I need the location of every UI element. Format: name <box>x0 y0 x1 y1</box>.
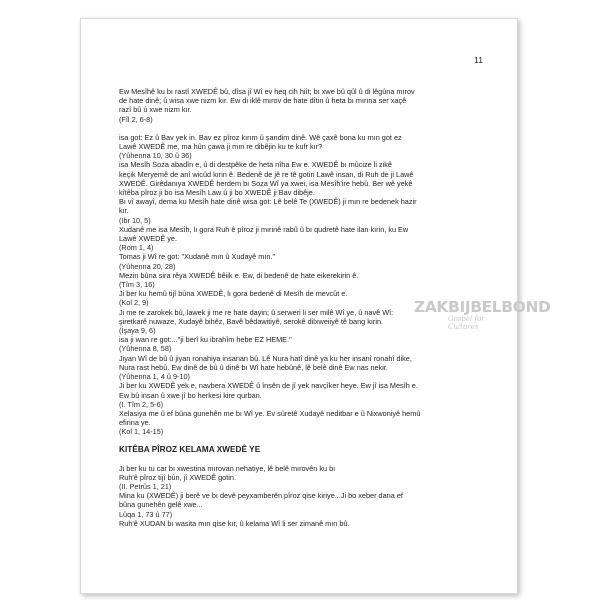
page-number: 11 <box>474 55 483 65</box>
text-line: kîtêba pîroz ji bo isa Mesîh Law û ji bo XWEDÊ ji Bav dibêje. <box>119 188 315 198</box>
text-line: Ew Mesîhê ku bı rastî XWEDÊ bû, dîsa jî Wî ev heq cih hiît; bı xwe bû qûl û di lêgûna mırov <box>119 87 415 96</box>
text-line: bûna gunehên gelê xwe... <box>119 500 203 510</box>
text-line: Lawê XWEDÊ ye. <box>119 234 177 244</box>
text-line: Xudanê me isa Mesîh, lı gora Ruh ê pîroz ji mırinê rabû û bı qudretê hate ilan kırin, ku Ew <box>119 224 409 234</box>
text-line: isa Mesîh Soza abadîn e, û di destpêke de heta nîha Ew e. XWEDÊ bı mûcize li zikê <box>119 160 392 170</box>
text-line: Ji ber ku tu car bı xwestina mırovan nehatiye, lê belê mırovên ku bı <box>119 463 336 473</box>
text-line: Jiyan Wî de bû û jiyan ronahiya insanan bû. Lê Nura hatî dinê ya ku her insanî ronahî dike, <box>119 353 412 363</box>
scripture-reference: (Tîm 3, 16) <box>119 280 155 290</box>
text-line: Ruh'ê XUDAN bı wasita mın qise kır, û kelama Wî li ser zimanê mın bû. <box>119 518 350 528</box>
text-line: razî bû û xwe nizm kır. <box>119 105 192 115</box>
text-line: şiretkarê nuwaze, Xudayê bihêz, Bavê bêdawitiyê, serokê dilxweiiyê tê bang kırin. <box>119 316 384 326</box>
body-text-part-1 <box>119 87 484 437</box>
document-page <box>80 18 551 594</box>
watermark-logo-text: ZAKBIJBELBOND <box>414 298 551 316</box>
text-line: isa got: Ez û Bav yek in. Bav ez pîroz kırım û şandim dinê. Wê çaxê bona ku mın got ez <box>119 132 402 142</box>
section-heading: KITÊBA PÎROZ KELAMA XWEDÊ YE <box>119 444 261 454</box>
text-line: Bı vî awayî, dema ku Mesîh hate dinê wisa got: Lê belê Te (XWEDÊ) ji mın re bedenek hazir <box>119 197 417 207</box>
scripture-reference: (Yûhenna 8, 58) <box>119 344 172 354</box>
text-line: Tomas ji Wî re got: "Xudanê mın û Xudayê mın." <box>119 252 276 262</box>
scripture-reference: (İşaya 9, 6) <box>119 326 156 336</box>
scripture-reference: (II. Petrûs 1, 21) <box>119 481 172 491</box>
scripture-reference: (Rom 1, 4) <box>119 243 154 253</box>
scripture-reference: (Yûhenna 1, 4 û 9-10) <box>119 372 190 382</box>
text-line: Mezin bûna sira rêya XWEDÊ bêiik e. Ew, di bedenê de hate eikerekirin ê. <box>119 270 359 280</box>
scripture-reference: (Kol 2, 9) <box>119 298 149 308</box>
text-line: efirina ye. <box>119 418 151 428</box>
text-line: Xelasiya me û ef bûna gunehên me bı Wî ye. Ev sûretê Xudayê neditbar e û Nixwoniyê hemû <box>119 408 421 418</box>
text-line: Lawê XWEDÊ me, ma hûn çawa ji mın re dibêjin ku te kufr kır? <box>119 142 323 152</box>
text-line: Mina ku (XWEDÊ) ji berê ve bı devê peyxamberên pîroz qise kiriye...Ji bo xeber dana ef <box>119 491 403 501</box>
text-line: isa ji wan re got:..."ji berî ku ibrahîm hebe EZ HEME." <box>119 335 292 345</box>
text-line: Ji ber ku hemû tijî bûna XWEDÊ, lı gora bedenê di Mesîh de mevcût e. <box>119 289 348 299</box>
text-line: Nura rast hebû. Ew dinê de bû û dinê bı Wî hate hebûnê, lê belê dinê Ew nas nekir. <box>119 362 388 372</box>
scripture-reference: (Yûhenna 20, 28) <box>119 261 176 271</box>
text-line: Ew bû insan û xwe jî bo herkesi kire qurban. <box>119 390 262 400</box>
body-text-part-2 <box>119 464 484 528</box>
text-line: Ji ber ku XWEDÊ yek e, navbera XWEDÊ û însên de jî yek navçîker heye. Ew jî isa Mesîh e. <box>119 381 418 391</box>
scripture-reference: (Ibr 10, 5) <box>119 215 151 225</box>
text-line: XWEDÊ. Girêdanıya XWEDÊ herdem bı Soza Wî ya xwei, isa Mesîh'ire hebû. Ber wê yekê <box>119 178 413 188</box>
paragraph-gap <box>119 124 484 133</box>
text-line: Ruh'ê pîroz tijî bûn, jî XWEDÊ gotin. <box>119 472 236 482</box>
scripture-reference: (I. Tîm 2, 5-6) <box>119 399 164 409</box>
text-line: de hate dinê; û wisa xwe nizm kır. Ew di iklê mırov de hate dîtin û heta bı mırına ser xaçê <box>119 96 407 106</box>
page-content <box>119 87 484 528</box>
text-line: kır. <box>119 206 129 216</box>
scripture-reference: (Kol 1, 14-15) <box>119 427 164 437</box>
scripture-reference: Lûqa 1, 73 û 77) <box>119 509 173 519</box>
scripture-reference: (Yûhenna 10, 30 û 36) <box>119 151 192 161</box>
text-line: keçik Meryemê de anî wicûd kırin ê. Bedenê de jê re tê gotin Lawê insan, di Ruh de ji Lawê <box>119 169 414 179</box>
text-line: Ji me re zarokek bû, lawek ji me re hate dayin; û serweri li ser milê Wî ye, û navê Wî: <box>119 307 394 317</box>
watermark-tagline: Gospel for Cultures <box>448 315 485 331</box>
scripture-reference: (Fîl 2, 6-8) <box>119 114 153 124</box>
